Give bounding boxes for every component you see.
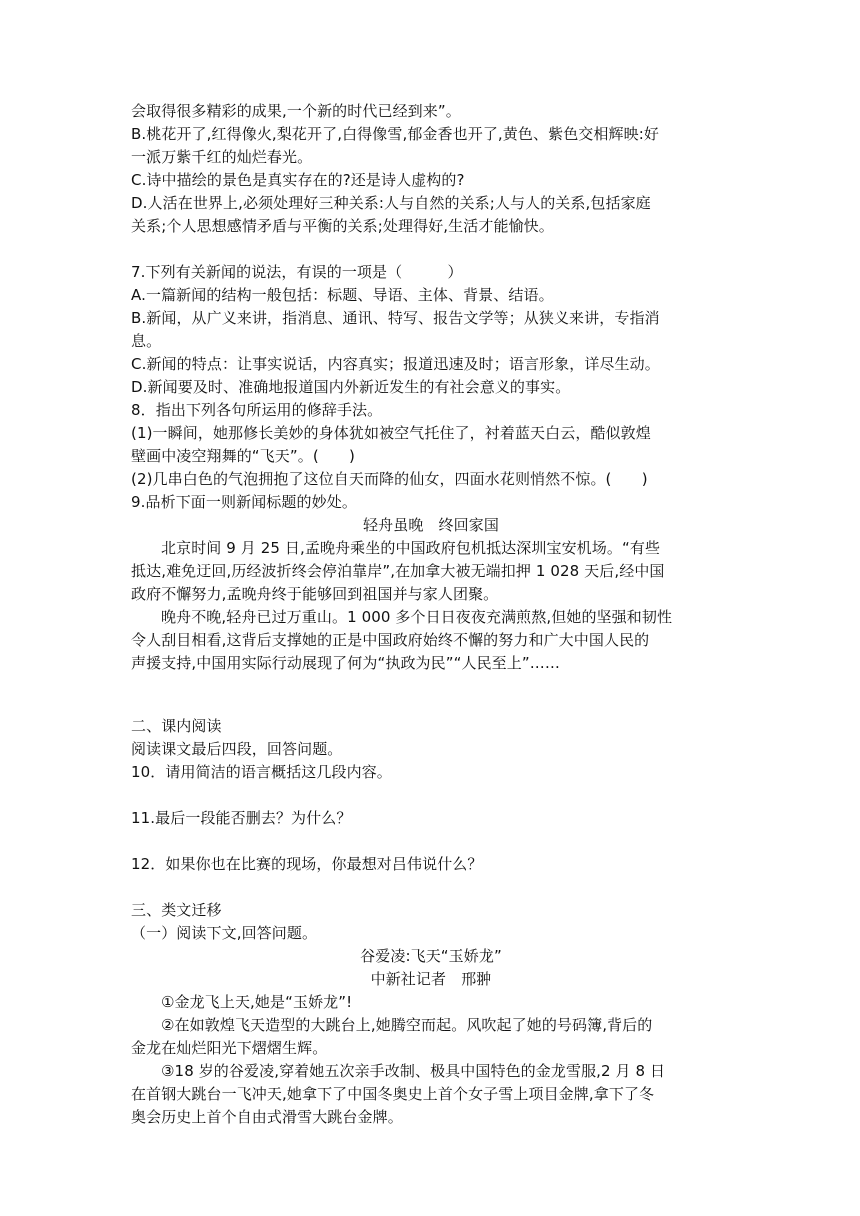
article-paragraph: ②在如敦煌飞天造型的大跳台上,她腾空而起。风吹起了她的号码簿,背后的 — [161, 1016, 653, 1034]
text-line: 金龙在灿烂阳光下熠熠生辉。 — [131, 1039, 328, 1057]
answer-space — [131, 784, 731, 807]
question-11: 11.最后一段能否删去？为什么？ — [131, 809, 352, 827]
sentence-2: (2)几串白色的气泡拥抱了这位自天而降的仙女，四面水花则悄然不惊。( ) — [131, 470, 648, 488]
option-b: B.新闻，从广义来讲，指消息、通讯、特写、报告文学等；从狭义来讲，专指消 — [131, 309, 660, 327]
option-a: A.一篇新闻的结构一般包括：标题、导语、主体、背景、结语。 — [131, 286, 554, 304]
answer-space — [131, 876, 731, 899]
news-paragraph: 北京时间 9 月 25 日,孟晚舟乘坐的中国政府包机抵达深圳宝安机场。“有些 — [161, 539, 661, 557]
text-line: 抵达,难免迂回,历经波折终会停泊靠岸”,在加拿大被无端扣押 1 028 天后,经中国 — [131, 562, 665, 580]
instruction: （一）阅读下文,回答问题。 — [131, 924, 318, 942]
news-paragraph: 晚舟不晚,轻舟已过万重山。1 000 多个日日夜夜充满煎熬,但她的坚强和韧性 — [161, 608, 673, 626]
text-line: 奥会历史上首个自由式滑雪大跳台金牌。 — [131, 1108, 403, 1126]
article-paragraph: ③18 岁的谷爱凌,穿着她五次亲手改制、极具中国特色的金龙雪服,2 月 8 日 — [161, 1062, 666, 1080]
text-line: 政府不懈努力,孟晚舟终于能够回到祖国并与家人团聚。 — [131, 585, 499, 603]
question-9: 9.品析下面一则新闻标题的妙处。 — [131, 493, 357, 511]
question-10: 10．请用简洁的语言概括这几段内容。 — [131, 763, 392, 781]
spacer — [131, 238, 731, 261]
question-8: 8．指出下列各句所运用的修辞手法。 — [131, 401, 383, 419]
answer-space — [131, 830, 731, 853]
option-c: C.诗中描绘的景色是真实存在的?还是诗人虚构的? — [131, 171, 465, 189]
spacer — [131, 675, 731, 715]
option-d: D.人活在世界上,必须处理好三种关系:人与自然的关系;人与人的关系,包括家庭 — [131, 194, 651, 212]
instruction: 阅读课文最后四段，回答问题。 — [131, 740, 343, 758]
sentence-1: (1)一瞬间，她那修长美妙的身体犹如被空气托住了，衬着蓝天白云，酷似敦煌 — [131, 424, 651, 442]
option-c: C.新闻的特点：让事实说话，内容真实；报道迅速及时；语言形象，详尽生动。 — [131, 355, 660, 373]
text-line: 令人刮目相看,这背后支撑她的正是中国政府始终不懈的努力和广大中国人民的 — [131, 631, 650, 649]
article-paragraph: ①金龙飞上天,她是“玉娇龙”! — [161, 993, 353, 1011]
text-line: 会取得很多精彩的成果,一个新的时代已经到来”。 — [131, 102, 461, 120]
text-line: 声援支持,中国用实际行动展现了何为“执政为民”“人民至上”…… — [131, 654, 560, 672]
article-byline: 中新社记者 邢翀 — [370, 970, 492, 988]
text-line: 关系;个人思想感情矛盾与平衡的关系;处理得好,生活才能愉快。 — [131, 217, 554, 235]
option-d: D.新闻要及时、准确地报道国内外新近发生的有社会意义的事实。 — [131, 378, 571, 396]
news-headline: 轻舟虽晚 终回家国 — [363, 516, 499, 534]
option-b: B.桃花开了,红得像火,梨花开了,白得像雪,郁金香也开了,黄色、紫色交相辉映:好 — [131, 125, 659, 143]
document-page — [131, 100, 731, 1129]
section-heading: 二、课内阅读 — [131, 717, 222, 735]
article-title: 谷爱凌:飞天“玉娇龙” — [360, 947, 502, 965]
text-line: 壁画中凌空翔舞的“飞天”。( ) — [131, 447, 355, 465]
question-12: 12．如果你也在比赛的现场，你最想对吕伟说什么？ — [131, 855, 483, 873]
text-line: 一派万紫千红的灿烂春光。 — [131, 148, 313, 166]
question-7: 7.下列有关新闻的说法，有误的一项是（ ） — [131, 263, 463, 281]
text-line: 息。 — [131, 332, 162, 350]
section-heading: 三、类文迁移 — [131, 901, 222, 919]
text-line: 在首钢大跳台一飞冲天,她拿下了中国冬奥史上首个女子雪上项目金牌,拿下了冬 — [131, 1085, 655, 1103]
